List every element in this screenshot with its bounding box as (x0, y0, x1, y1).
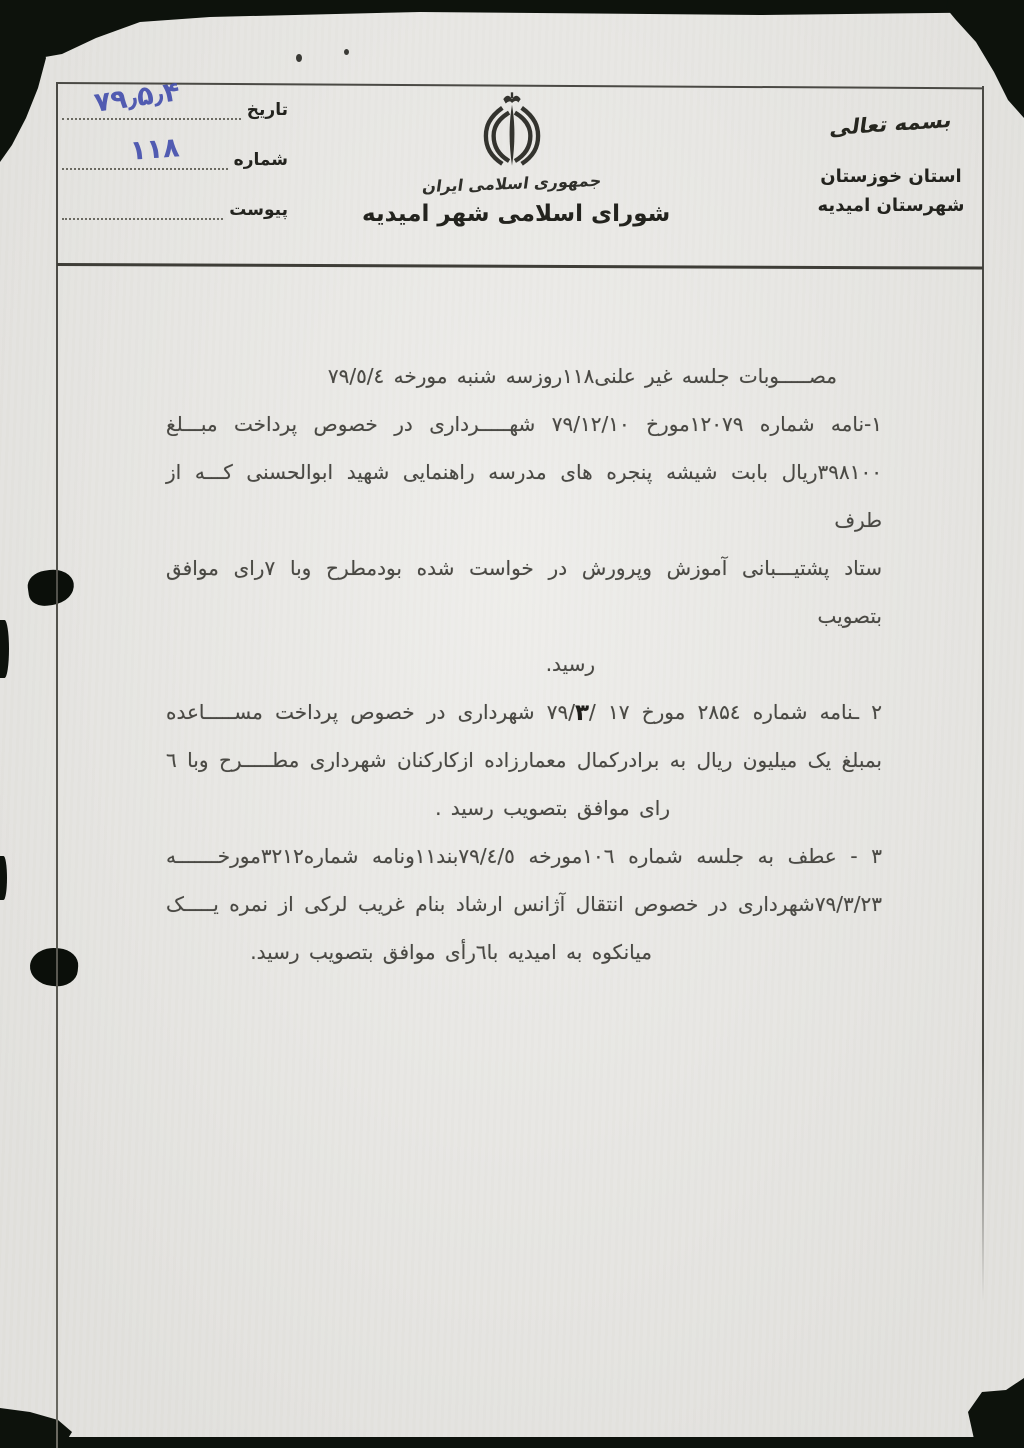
attachment-dotted-line (62, 198, 223, 220)
ink-speck (344, 49, 349, 55)
punch-hole (28, 946, 79, 988)
item2-line (166, 688, 882, 736)
punch-hole (26, 567, 76, 608)
scan-edge-mark (0, 856, 7, 900)
frame-left-rule (56, 82, 58, 1448)
number-label: شماره (233, 150, 288, 170)
handwritten-number: ۱۱۸ (128, 132, 181, 167)
item2-date-year: ۷۹/ (546, 700, 575, 724)
attachment-field-row (62, 198, 290, 220)
scan-edge-bottom (0, 1437, 1024, 1448)
item3-line: میانکوه به امیدیه با٦رأی موافق بتصویب رسید. (250, 940, 652, 964)
letterhead-right (795, 107, 987, 216)
frame-top-rule (57, 82, 983, 89)
item2-line-suffix: شهرداری در خصوص پرداخت مســـــاعده (166, 700, 547, 724)
item2-date (547, 700, 630, 724)
item2-date-month-overwritten: ۳ (574, 700, 589, 726)
province-name: استان خوزستان (820, 166, 962, 187)
country-name: جمهوری اسلامی ایران (421, 170, 603, 197)
header-divider-rule (57, 263, 983, 270)
scan-edge-top (0, 0, 1024, 62)
bismillah-text: بسمه تعالی (828, 107, 954, 141)
scan-edge-top-right (938, 0, 1024, 120)
item3-line: ۷۹/۳/۲۳شهرداری در خصوص انتقال آژانس ارشاد بنام غریب لرکی از نمره یـــــک (166, 892, 882, 916)
organization-name: شورای اسلامی شهر امیدیه (362, 201, 671, 227)
scan-edge-top-left (0, 40, 52, 165)
item2-date-day: / ۱۷ (589, 700, 630, 724)
handwritten-date: ۷۹٫۵٫۴ (92, 76, 182, 119)
item1-line: ستاد پشتیـــبانی آموزش وپرورش در خواست شده بودمطرح وبا ۷رای موافق بتصویب (166, 556, 882, 628)
ink-speck (296, 54, 302, 62)
iri-emblem-icon (483, 92, 541, 170)
item1-line: رسید. (545, 652, 595, 676)
item2-line: رای موافق بتصویب رسید . (435, 796, 670, 820)
item2-line: بمبلغ یک میلیون ریال به برادرکمال معمارزاده ازکارکنان شهرداری مطـــــرح وبا ٦ (166, 748, 882, 772)
letterhead-center (362, 92, 671, 227)
minutes-title: مصـــــوبات جلسه غیر علنی۱۱۸روزسه شنبه مورخه ۷۹/٥/٤ (327, 364, 837, 388)
reference-fields (62, 76, 290, 248)
item3-line: ۳ - عطف به جلسه شماره ۱۰٦مورخه ۷۹/٤/٥بند۱۱ونامه شماره۳۲۱۲مورخـــــــه (166, 844, 882, 868)
item1-line: ۱-نامه شماره ۱۲۰۷۹مورخ ۷۹/۱۲/۱۰ شهـــــرداری در خصوص پرداخت مبـــلغ (166, 412, 882, 436)
date-label: تاریخ (246, 100, 288, 120)
scan-edge-bottom-left (0, 1398, 78, 1448)
county-name: شهرستان امیدیه (817, 195, 965, 216)
letter-body (166, 352, 882, 976)
attachment-label: پیوست (229, 200, 288, 220)
scan-edge-mark (0, 620, 9, 678)
item2-line-prefix: ۲ ـنامه شماره ۲۸۵٤ مورخ (629, 700, 883, 724)
item1-line: ۳۹۸۱۰۰ریال بابت شیشه پنجره های مدرسه راهنمایی شهید ابوالحسنی کـــه از طرف (166, 460, 882, 532)
